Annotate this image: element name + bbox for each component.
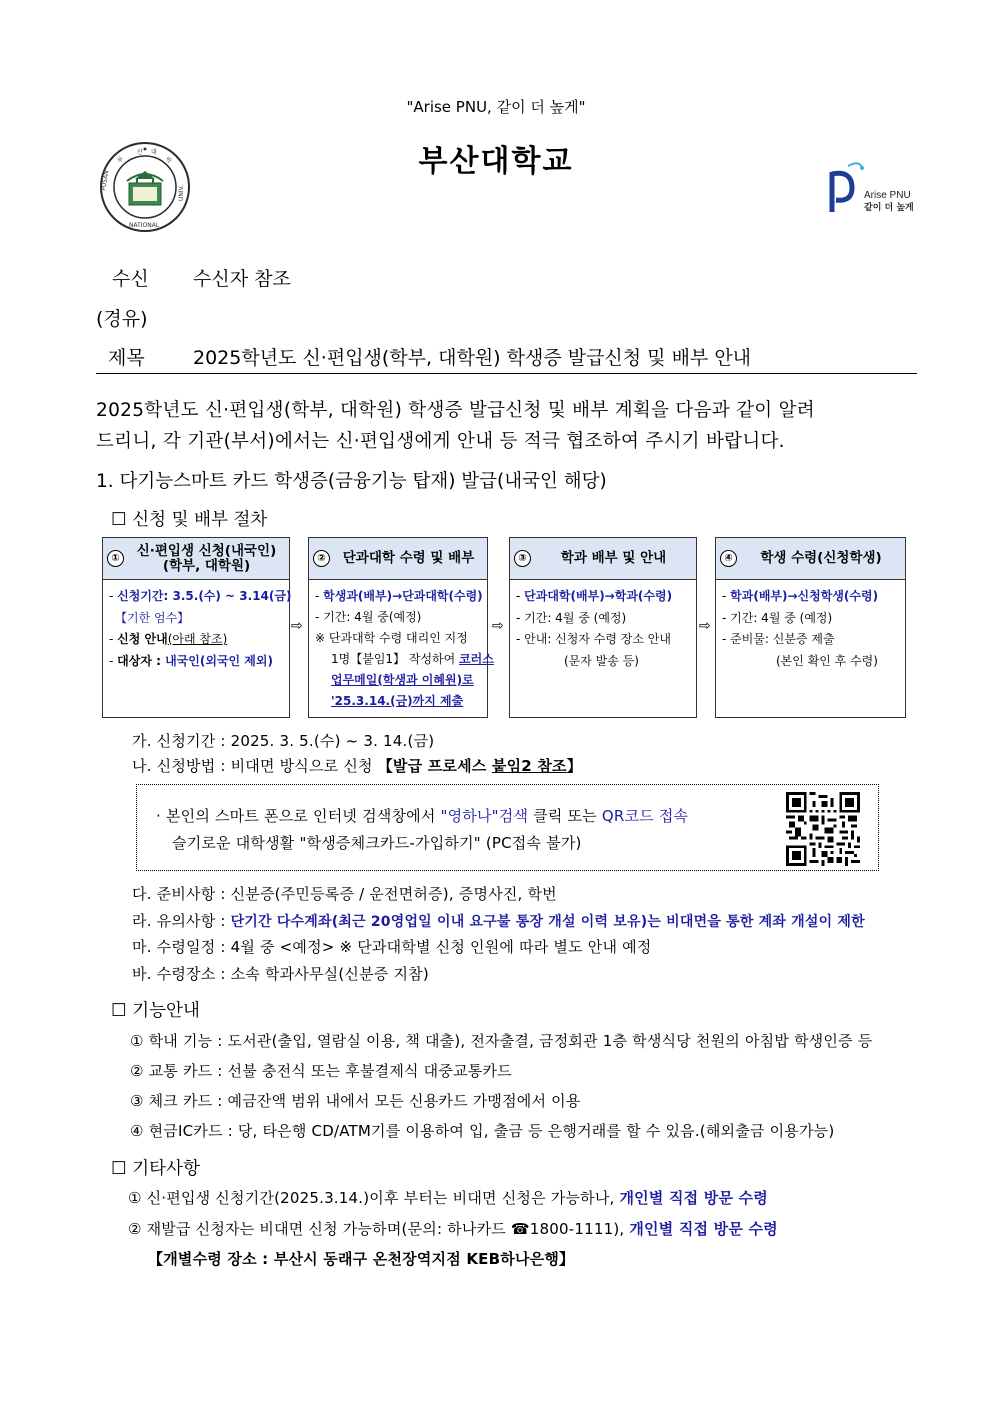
step-number: ③ (514, 550, 531, 567)
step-line: 내국인(외국인 제외) (165, 653, 273, 668)
step-line: 학과(배부)→신청학생(수령) (730, 589, 879, 603)
step-number: ④ (720, 550, 737, 567)
recipient-value: 수신자 참조 (193, 268, 291, 290)
misc-item-3: 【개별수령 장소 : 부산시 동래구 온천장역지점 KEB하나은행】 (148, 1250, 575, 1268)
via-label: (경유) (96, 308, 148, 330)
step-arrow: ⇨ (492, 618, 504, 634)
step-line: 【기한 엄수】 (115, 610, 190, 625)
intro-line-2: 드리니, 각 기관(부서)에서는 신·편입생에게 안내 등 적극 협조하여 주시기 바랍니다. (96, 431, 785, 452)
logo-text-2: 같이 더 높게 (864, 203, 914, 213)
step-number: ① (107, 550, 124, 567)
function-item: ② 교통 카드 : 선불 충전식 또는 후불결제식 대중교통카드 (130, 1062, 512, 1080)
svg-text:학: 학 (163, 155, 173, 165)
qr-code-icon[interactable] (786, 792, 860, 866)
method-line-1: · 본인의 스마트 폰으로 인터넷 검색창에서 "영하나"검색 클릭 또는 QR코드 접속 (156, 807, 689, 825)
step-box-4: ④ 학생 수령(신청학생) - 학과(배부)→신청학생(수령) - 기간: 4월 중 (예정) - 준비물: 신분증 제출 (본인 확인 후 수령) (715, 537, 906, 718)
step-line: (문자 발송 등) (564, 653, 639, 668)
item-ga: 가. 신청기간 : 2025. 3. 5.(수) ~ 3. 14.(금) (132, 732, 435, 750)
step-title: 신·편입생 신청(내국인)(학부, 대학원) (136, 542, 277, 574)
step-line: (아래 참조) (167, 632, 228, 646)
step-line: 업무메일(학생과 이혜원)로 (331, 673, 474, 687)
application-method-box (136, 784, 879, 871)
step-title: 단과대학 수령 및 배부 (342, 550, 475, 566)
step-box-3: ③ 학과 배부 및 안내 - 단과대학(배부)→학과(수령) - 기간: 4월 중 (예정) - 안내: 신청자 수령 장소 안내 (문자 발송 등) (509, 537, 697, 718)
step-line: - 준비물: 신분증 제출 (722, 632, 835, 646)
step-line: 코러스 (459, 652, 494, 666)
header-divider (96, 373, 917, 374)
svg-text:PUSAN: PUSAN (100, 169, 111, 192)
section-1-title: 1. 다기능스마트 카드 학생증(금융기능 탑재) 발급(내국인 해당) (96, 471, 607, 492)
item-ba: 바. 수령장소 : 소속 학과사무실(신분증 지참) (132, 965, 429, 983)
item-ma: 마. 수령일정 : 4월 중 <예정> ※ 단과대학별 신청 인원에 따라 별도 안내 예정 (132, 938, 652, 956)
step-title: 학과 배부 및 안내 (560, 550, 667, 566)
step-line: - 기간: 4월 중 (예정) (516, 610, 627, 625)
step-line: 신청기간: 3.5.(수) ~ 3.14(금) (117, 589, 292, 603)
misc-title: ☐ 기타사항 (111, 1159, 200, 1179)
university-title: 부산대학교 (418, 144, 574, 179)
step-line: (본인 확인 후 수령) (776, 653, 878, 668)
function-item: ③ 체크 카드 : 예금잔액 범위 내에서 모든 신용카드 가맹점에서 이용 (130, 1092, 581, 1110)
intro-line-1: 2025학년도 신·편입생(학부, 대학원) 학생증 발급신청 및 배부 계획을 다음과 같이 알려 (96, 400, 815, 421)
item-na: 나. 신청방법 : 비대면 방식으로 신청 【발급 프로세스 붙임2 참조】 (132, 757, 582, 775)
step-line: 학생과(배부)→단과대학(수령) (323, 589, 483, 603)
step-arrow: ⇨ (291, 618, 303, 634)
procedure-title: ☐ 신청 및 배부 절차 (111, 510, 268, 530)
subject-label: 제목 (108, 347, 145, 369)
step-title: 학생 수령(신청학생) (760, 550, 882, 566)
misc-item-2: ② 재발급 신청자는 비대면 신청 가능하며(문의: 하나카드 ☎1800-1111), 개인별 직접 방문 수령 (128, 1220, 778, 1238)
svg-text:산: 산 (137, 149, 143, 156)
step-line: 단과대학(배부)→학과(수령) (524, 589, 673, 603)
svg-text:부: 부 (116, 155, 125, 165)
misc-item-1: ① 신·편입생 신청기간(2025.3.14.)이후 부터는 비대면 신청은 가능하나, 개인별 직접 방문 수령 (128, 1189, 768, 1207)
svg-text:UNIV.: UNIV. (178, 185, 185, 201)
recipient-label: 수신 (112, 268, 149, 290)
step-box-1: ① 신·편입생 신청(내국인)(학부, 대학원) - 신청기간: 3.5.(수) ~ 3.14(금) 【기한 엄수】 - 신청 안내(아래 참조) - 대상자 : 내국인(외국인 제외) (102, 537, 290, 718)
item-da: 다. 준비사항 : 신분증(주민등록증 / 운전면허증), 증명사진, 학번 (132, 885, 557, 903)
slogan: "Arise PNU, 같이 더 높게" (406, 98, 586, 116)
step-line: '25.3.14.(금)까지 제출 (331, 694, 464, 708)
function-item: ① 학내 기능 : 도서관(출입, 열람실 이용, 책 대출), 전자출결, 금정회관 1층 학생식당 천원의 아침밥 학생인증 등 (130, 1032, 873, 1050)
functions-title: ☐ 기능안내 (111, 1001, 200, 1021)
method-line-2: 슬기로운 대학생활 "학생증체크카드-가입하기" (PC접속 불가) (172, 834, 582, 852)
step-arrow: ⇨ (699, 618, 711, 634)
step-line: - 안내: 신청자 수령 장소 안내 (516, 632, 671, 646)
svg-text:NATIONAL: NATIONAL (129, 222, 160, 229)
subject-value: 2025학년도 신·편입생(학부, 대학원) 학생증 발급신청 및 배부 안내 (193, 347, 752, 369)
logo-text-1: Arise PNU (864, 190, 911, 201)
step-line: - 기간: 4월 중 (예정) (722, 610, 833, 625)
step-line: ※ 단과대학 수령 대리인 지정 (315, 631, 468, 645)
item-ra: 라. 유의사항 : 단기간 다수계좌(최근 20영업일 이내 요구불 통장 개설 이력 보유)는 비대면을 통한 계좌 개설이 제한 (132, 912, 865, 930)
step-box-2: ② 단과대학 수령 및 배부 - 학생과(배부)→단과대학(수령) - 기간: 4월 중(예정) ※ 단과대학 수령 대리인 지정 1명【붙임1】 작성하여 코러스 업무메일(학생과 이혜원)로 '25.3.14.(금)까지 제출 (308, 537, 488, 718)
svg-text:대: 대 (151, 149, 157, 156)
step-line: - 기간: 4월 중(예정) (315, 610, 422, 624)
step-number: ② (313, 550, 330, 567)
function-item: ④ 현금IC카드 : 당, 타은행 CD/ATM기를 이용하여 입, 출금 등 은행거래를 할 수 있음.(해외출금 이용가능) (130, 1122, 835, 1140)
arise-pnu-logo-icon (826, 160, 926, 216)
